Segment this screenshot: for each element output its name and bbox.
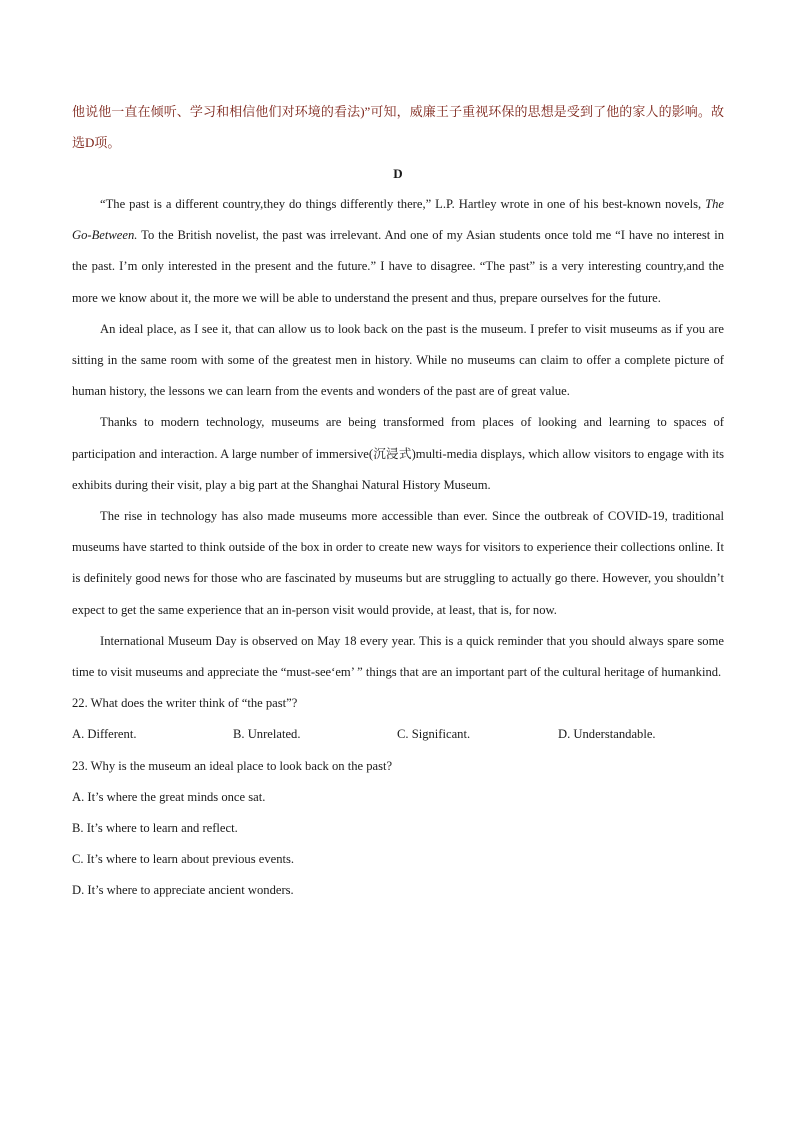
paragraph-1-after: To the British novelist, the past was irrelevant. And one of my Asian students once told me “I have no interest in the past. I’m only interested in the present and the future.” I have to disagree. “The past” is a very interesting country,and the more we know about it, the more we will be able to understand the present and thus, prepare ourselves for the future.: [72, 228, 724, 305]
section-heading: D: [393, 166, 403, 181]
question-22-option-b: B. Unrelated.: [233, 727, 301, 742]
question-22-option-c: C. Significant.: [397, 727, 471, 742]
question-22-stem: 22. What does the writer think of “the past”?: [72, 696, 298, 711]
question-22-options: [72, 719, 724, 750]
question-22-option-d: D. Understandable.: [558, 727, 656, 742]
paragraph-5: International Museum Day is observed on May 18 every year. This is a quick reminder that you should always spare some time to visit museums and appreciate the “must-see‘em’ ” things that are an important part of the cultural heritage of humankind.: [72, 633, 724, 680]
document-page: [72, 96, 724, 907]
paragraph-1-before: “The past is a different country,they do things differently there,” L.P. Hartley wrote in one of his best-known novels,: [100, 197, 706, 211]
novel-title: The Go-Between.: [72, 197, 724, 243]
paragraph-3: Thanks to modern technology, museums are being transformed from places of looking and learning to spaces of participation and interaction. A large number of immersive(沉浸式)multi-media displays, which allow visitors to engage with its exhibits during their visit, play a big part at the Shanghai Natural History Museum.: [72, 415, 724, 492]
paragraph-4: The rise in technology has also made museums more accessible than ever. Since the outbreak of COVID-19, traditional museums have started to think outside of the box in order to create new ways for visitors to experience their collections online. It is definitely good news for those who are fascinated by museums but are struggling to actually go there. However, you shouldn’t expect to get the same experience that an in-person visit would provide, at least, that is, for now.: [72, 509, 724, 617]
paragraph-1: [72, 189, 724, 314]
question-23-option-d: D. It’s where to appreciate ancient wonders.: [72, 883, 294, 898]
paragraph-2: An ideal place, as I see it, that can allow us to look back on the past is the museum. I prefer to visit museums as if you are sitting in the same room with some of the greatest men in history. While no museums can claim to offer a complete picture of human history, the lessons we can learn from the events and wonders of the past are of great value.: [72, 321, 724, 399]
question-22-option-a: A. Different.: [72, 727, 137, 742]
question-23-stem: 23. Why is the museum an ideal place to look back on the past?: [72, 758, 393, 773]
answer-explanation: 他说他一直在倾听、学习和相信他们对环境的看法)”可知，威廉王子重视环保的思想是受到了他的家人的影响。故选D项。: [72, 104, 724, 150]
question-23-option-b: B. It’s where to learn and reflect.: [72, 821, 238, 836]
question-23-option-a: A. It’s where the great minds once sat.: [72, 789, 266, 804]
question-23-option-c: C. It’s where to learn about previous events.: [72, 852, 295, 867]
